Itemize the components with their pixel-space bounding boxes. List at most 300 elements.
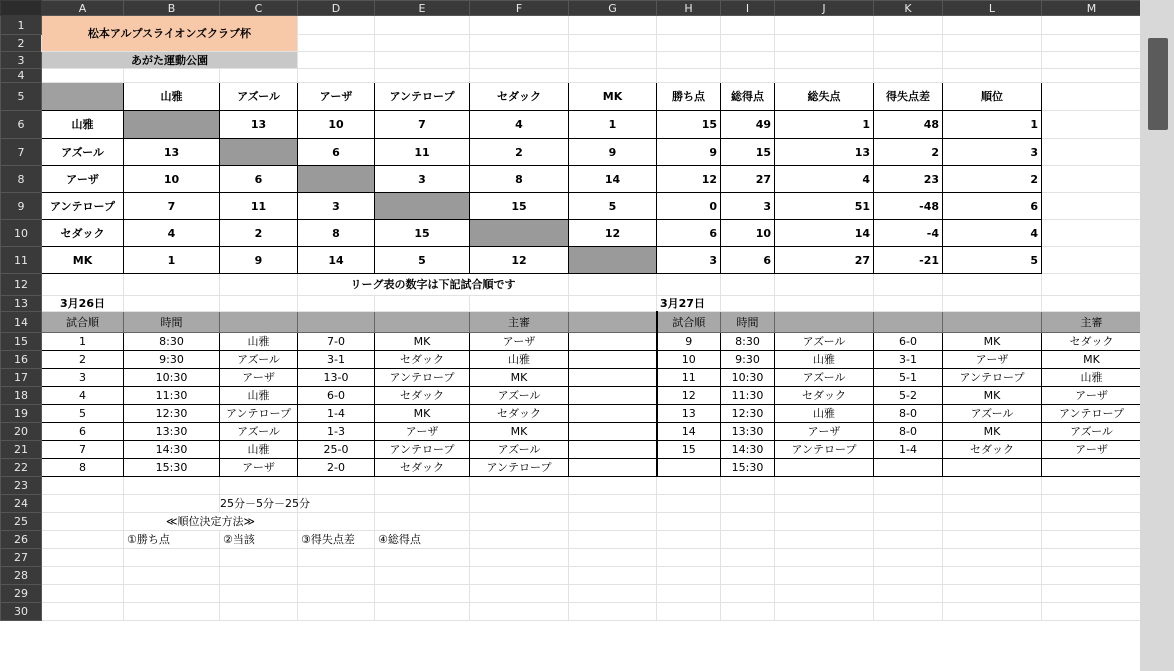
cell[interactable] [569,495,657,513]
cell[interactable] [42,603,124,621]
league-result-cell[interactable]: 12 [569,220,657,247]
cell[interactable] [1042,220,1142,247]
row-header[interactable]: 19 [1,405,42,423]
league-stat-cell[interactable]: 4 [943,220,1042,247]
schedule-header[interactable]: 主審 [1042,312,1142,333]
match-score[interactable]: 6-0 [298,387,375,405]
column-header[interactable]: G [569,1,657,16]
match-score[interactable]: 1-3 [298,423,375,441]
cell[interactable] [124,495,220,513]
match-away-team[interactable]: アーザ [943,351,1042,369]
match-home-team[interactable]: 山雅 [220,441,298,459]
cell[interactable] [775,69,874,83]
cell[interactable] [1042,567,1142,585]
match-home-team[interactable]: アンテロープ [775,441,874,459]
cell[interactable] [220,296,298,312]
cell[interactable] [569,387,657,405]
league-stat-cell[interactable]: 5 [943,247,1042,274]
column-header[interactable]: F [470,1,569,16]
cell[interactable] [874,477,943,495]
cell[interactable] [298,312,375,333]
match-time[interactable]: 11:30 [721,387,775,405]
match-away-team[interactable]: アンテロープ [943,369,1042,387]
match-order[interactable]: 3 [42,369,124,387]
league-diagonal-cell[interactable] [569,247,657,274]
cell[interactable] [470,531,569,549]
cell[interactable] [220,567,298,585]
cell[interactable] [721,603,775,621]
league-diagonal-cell[interactable] [220,139,298,166]
league-header[interactable]: 山雅 [124,83,220,111]
league-stat-cell[interactable]: 3 [657,247,721,274]
cell[interactable] [569,274,657,296]
league-stat-cell[interactable]: 9 [657,139,721,166]
match-order[interactable]: 7 [42,441,124,459]
cell[interactable] [298,603,375,621]
match-home-team[interactable]: 山雅 [775,405,874,423]
cell[interactable] [569,52,657,69]
row-header[interactable]: 29 [1,585,42,603]
cell[interactable] [943,69,1042,83]
league-result-cell[interactable]: 8 [470,166,569,193]
cell[interactable] [943,585,1042,603]
cell[interactable] [220,585,298,603]
league-stat-cell[interactable]: 6 [657,220,721,247]
match-referee[interactable]: アーザ [470,333,569,351]
cell[interactable] [1042,296,1142,312]
cell[interactable] [657,513,721,531]
cell[interactable] [124,477,220,495]
league-result-cell[interactable]: 4 [124,220,220,247]
match-score[interactable]: 7-0 [298,333,375,351]
match-home-team[interactable]: アンテロープ [220,405,298,423]
cell[interactable] [470,495,569,513]
match-referee[interactable]: アンテロープ [470,459,569,477]
league-header[interactable]: 順位 [943,83,1042,111]
league-stat-cell[interactable]: 6 [721,247,775,274]
league-stat-cell[interactable]: 23 [874,166,943,193]
league-stat-cell[interactable]: 4 [775,166,874,193]
cell[interactable] [569,585,657,603]
row-header[interactable]: 3 [1,52,42,69]
cell[interactable] [657,274,721,296]
cell[interactable] [124,585,220,603]
cell[interactable] [375,513,470,531]
column-header[interactable]: M [1042,1,1142,16]
match-time[interactable]: 12:30 [721,405,775,423]
match-referee[interactable]: 山雅 [1042,369,1142,387]
match-referee[interactable] [1042,459,1142,477]
cell[interactable] [721,567,775,585]
league-diagonal-cell[interactable] [298,166,375,193]
league-team-name[interactable]: アズール [42,139,124,166]
match-referee[interactable]: アンテロープ [1042,405,1142,423]
match-home-team[interactable]: アーザ [220,459,298,477]
league-result-cell[interactable]: 9 [220,247,298,274]
cell[interactable] [375,585,470,603]
row-header[interactable]: 11 [1,247,42,274]
cell[interactable] [874,69,943,83]
cell[interactable] [375,35,470,52]
league-stat-cell[interactable]: 3 [943,139,1042,166]
match-home-team[interactable]: 山雅 [220,333,298,351]
cell[interactable] [1042,111,1142,139]
cell[interactable] [721,549,775,567]
ranking-method[interactable]: ②当該 [220,531,298,549]
match-away-team[interactable]: アンテロープ [375,369,470,387]
match-time[interactable]: 8:30 [721,333,775,351]
cell[interactable] [569,405,657,423]
match-away-team[interactable]: MK [943,423,1042,441]
cell[interactable] [721,495,775,513]
row-header[interactable]: 15 [1,333,42,351]
cell[interactable] [470,603,569,621]
row-header[interactable]: 12 [1,274,42,296]
row-header[interactable]: 20 [1,423,42,441]
match-referee[interactable]: MK [1042,351,1142,369]
match-referee[interactable]: アズール [1042,423,1142,441]
cell[interactable] [657,495,721,513]
league-stat-cell[interactable]: 6 [943,193,1042,220]
match-away-team[interactable]: セダック [375,387,470,405]
cell[interactable] [874,274,943,296]
cell[interactable] [775,35,874,52]
match-home-team[interactable]: アズール [220,423,298,441]
cell[interactable] [298,585,375,603]
cell[interactable] [943,567,1042,585]
cell[interactable] [775,513,874,531]
row-header[interactable]: 5 [1,83,42,111]
cell[interactable] [775,52,874,69]
row-header[interactable]: 7 [1,139,42,166]
cell[interactable] [874,495,943,513]
cell[interactable] [569,423,657,441]
column-header[interactable]: B [124,1,220,16]
cell[interactable] [874,585,943,603]
schedule-header[interactable]: 時間 [721,312,775,333]
cell[interactable] [569,35,657,52]
cell[interactable] [657,567,721,585]
match-home-team[interactable]: 山雅 [220,387,298,405]
league-result-cell[interactable]: 10 [298,111,375,139]
match-time[interactable]: 11:30 [124,387,220,405]
league-result-cell[interactable]: 7 [375,111,470,139]
league-result-cell[interactable]: 15 [375,220,470,247]
league-header[interactable]: アズール [220,83,298,111]
match-order[interactable]: 12 [657,387,721,405]
cell[interactable] [220,274,298,296]
match-score[interactable]: 8-0 [874,423,943,441]
match-order[interactable] [657,459,721,477]
column-header[interactable]: L [943,1,1042,16]
cell[interactable] [943,477,1042,495]
match-order[interactable]: 14 [657,423,721,441]
cell[interactable] [943,52,1042,69]
league-result-cell[interactable]: 11 [220,193,298,220]
cell[interactable] [220,312,298,333]
row-header[interactable]: 22 [1,459,42,477]
cell[interactable] [943,274,1042,296]
cell[interactable] [569,296,657,312]
cell[interactable] [943,549,1042,567]
league-result-cell[interactable]: 15 [470,193,569,220]
match-order[interactable]: 5 [42,405,124,423]
match-home-team[interactable] [775,459,874,477]
match-order[interactable]: 6 [42,423,124,441]
match-order[interactable]: 4 [42,387,124,405]
row-header[interactable]: 10 [1,220,42,247]
cell[interactable] [874,513,943,531]
cell[interactable] [124,567,220,585]
row-header[interactable]: 23 [1,477,42,495]
league-team-name[interactable]: セダック [42,220,124,247]
league-header[interactable]: セダック [470,83,569,111]
league-result-cell[interactable]: 4 [470,111,569,139]
cell[interactable] [657,16,721,35]
match-away-team[interactable]: セダック [943,441,1042,459]
row-header[interactable]: 18 [1,387,42,405]
cell[interactable] [943,312,1042,333]
match-length-note[interactable]: 25分－5分－25分 [220,495,298,513]
cell[interactable] [1042,52,1142,69]
cell[interactable] [874,35,943,52]
cell[interactable] [220,477,298,495]
cell[interactable] [657,52,721,69]
cell[interactable] [775,16,874,35]
match-home-team[interactable]: アズール [220,351,298,369]
match-away-team[interactable]: MK [375,405,470,423]
cell[interactable] [470,585,569,603]
league-stat-cell[interactable]: 2 [874,139,943,166]
match-home-team[interactable]: アズール [775,369,874,387]
league-stat-cell[interactable]: -4 [874,220,943,247]
cell[interactable] [775,585,874,603]
cell[interactable] [1042,139,1142,166]
match-referee[interactable]: セダック [470,405,569,423]
ranking-method[interactable]: ③得失点差 [298,531,375,549]
cell[interactable] [569,549,657,567]
cell[interactable] [569,441,657,459]
match-score[interactable]: 25-0 [298,441,375,459]
league-stat-cell[interactable]: 3 [721,193,775,220]
cell[interactable] [943,603,1042,621]
cell[interactable] [1042,69,1142,83]
league-result-cell[interactable]: 8 [298,220,375,247]
match-time[interactable]: 9:30 [124,351,220,369]
match-time[interactable]: 13:30 [124,423,220,441]
league-result-cell[interactable]: 2 [470,139,569,166]
cell[interactable] [1042,193,1142,220]
cell[interactable] [775,312,874,333]
cell[interactable] [470,16,569,35]
cell[interactable] [775,477,874,495]
cell[interactable] [375,477,470,495]
cell[interactable] [943,35,1042,52]
cell[interactable] [721,35,775,52]
cell[interactable] [874,531,943,549]
cell[interactable] [657,531,721,549]
match-time[interactable]: 15:30 [721,459,775,477]
cell[interactable] [1042,477,1142,495]
match-away-team[interactable]: セダック [375,459,470,477]
cell[interactable] [470,477,569,495]
cell[interactable] [220,69,298,83]
cell[interactable] [298,567,375,585]
league-stat-cell[interactable]: 2 [943,166,1042,193]
league-result-cell[interactable]: 1 [124,247,220,274]
league-diagonal-cell[interactable] [470,220,569,247]
match-score[interactable]: 5-2 [874,387,943,405]
cell[interactable] [124,296,220,312]
match-away-team[interactable] [943,459,1042,477]
cell[interactable] [375,52,470,69]
cell[interactable] [943,513,1042,531]
match-home-team[interactable]: セダック [775,387,874,405]
cell[interactable] [124,274,220,296]
match-score[interactable]: 3-1 [874,351,943,369]
match-referee[interactable]: セダック [1042,333,1142,351]
cell[interactable] [657,35,721,52]
cell[interactable] [569,333,657,351]
league-header[interactable]: 勝ち点 [657,83,721,111]
row-header[interactable]: 4 [1,69,42,83]
match-time[interactable]: 12:30 [124,405,220,423]
column-header[interactable]: H [657,1,721,16]
league-header[interactable]: 得失点差 [874,83,943,111]
cell[interactable] [569,531,657,549]
cell[interactable] [721,52,775,69]
column-header[interactable]: D [298,1,375,16]
league-stat-cell[interactable]: 1 [943,111,1042,139]
day2-date[interactable]: 3月27日 [657,296,721,312]
cell[interactable] [721,296,775,312]
league-stat-cell[interactable]: 51 [775,193,874,220]
cell[interactable] [775,603,874,621]
cell[interactable] [721,274,775,296]
cell[interactable] [721,16,775,35]
match-score[interactable]: 1-4 [874,441,943,459]
match-score[interactable] [874,459,943,477]
cell[interactable] [775,549,874,567]
cell[interactable] [42,549,124,567]
cell[interactable] [298,296,375,312]
cell[interactable] [657,549,721,567]
row-header[interactable]: 13 [1,296,42,312]
league-header[interactable]: 総得点 [721,83,775,111]
cell[interactable] [569,459,657,477]
row-header[interactable]: 24 [1,495,42,513]
match-away-team[interactable]: アーザ [375,423,470,441]
league-diagonal-cell[interactable] [124,111,220,139]
match-home-team[interactable]: アーザ [775,423,874,441]
league-team-name[interactable]: アーザ [42,166,124,193]
cell[interactable] [220,603,298,621]
league-stat-cell[interactable]: 12 [657,166,721,193]
ranking-title[interactable]: ≪順位決定方法≫ [124,513,298,531]
league-result-cell[interactable]: 6 [298,139,375,166]
match-away-team[interactable]: アズール [943,405,1042,423]
cell[interactable] [298,52,375,69]
match-order[interactable]: 13 [657,405,721,423]
match-score[interactable]: 2-0 [298,459,375,477]
match-time[interactable]: 14:30 [721,441,775,459]
league-result-cell[interactable]: 13 [124,139,220,166]
cell[interactable] [42,495,124,513]
league-note[interactable]: リーグ表の数字は下記試合順です [298,274,569,296]
row-header[interactable]: 9 [1,193,42,220]
cell[interactable] [298,513,375,531]
cell[interactable] [470,52,569,69]
league-stat-cell[interactable]: 15 [657,111,721,139]
cell[interactable] [1042,603,1142,621]
league-stat-cell[interactable]: 27 [721,166,775,193]
cell[interactable] [569,351,657,369]
cell[interactable] [569,567,657,585]
cell[interactable] [375,549,470,567]
cell[interactable] [298,16,375,35]
match-order[interactable]: 1 [42,333,124,351]
schedule-header[interactable]: 試合順 [657,312,721,333]
league-result-cell[interactable]: 14 [569,166,657,193]
league-result-cell[interactable]: 9 [569,139,657,166]
league-result-cell[interactable]: 14 [298,247,375,274]
cell[interactable] [874,52,943,69]
league-result-cell[interactable]: 13 [220,111,298,139]
match-referee[interactable]: アズール [470,387,569,405]
match-time[interactable]: 10:30 [124,369,220,387]
cell[interactable] [775,531,874,549]
row-header[interactable]: 16 [1,351,42,369]
cell[interactable] [470,35,569,52]
row-header[interactable]: 21 [1,441,42,459]
league-diagonal-cell[interactable] [375,193,470,220]
cell[interactable] [470,549,569,567]
league-header[interactable]: MK [569,83,657,111]
column-header[interactable]: J [775,1,874,16]
cell[interactable] [775,567,874,585]
cell[interactable] [657,477,721,495]
cell[interactable] [42,274,124,296]
match-time[interactable]: 13:30 [721,423,775,441]
match-referee[interactable]: アーザ [1042,441,1142,459]
row-header[interactable]: 26 [1,531,42,549]
match-order[interactable]: 15 [657,441,721,459]
match-home-team[interactable]: アーザ [220,369,298,387]
cell[interactable] [42,567,124,585]
row-header[interactable]: 28 [1,567,42,585]
league-result-cell[interactable]: 6 [220,166,298,193]
match-score[interactable]: 13-0 [298,369,375,387]
match-away-team[interactable]: セダック [375,351,470,369]
cell[interactable] [721,477,775,495]
cell[interactable] [943,296,1042,312]
match-away-team[interactable]: アンテロープ [375,441,470,459]
league-stat-cell[interactable]: 14 [775,220,874,247]
cell[interactable] [874,567,943,585]
cell[interactable] [874,296,943,312]
cell[interactable] [298,35,375,52]
cell[interactable] [775,274,874,296]
row-header[interactable]: 1 [1,16,42,35]
cell[interactable] [375,567,470,585]
cell[interactable] [375,312,470,333]
league-header[interactable]: 総失点 [775,83,874,111]
cell[interactable] [42,531,124,549]
cell[interactable] [721,585,775,603]
cell[interactable] [1042,16,1142,35]
cell[interactable] [874,603,943,621]
row-header[interactable]: 2 [1,35,42,52]
